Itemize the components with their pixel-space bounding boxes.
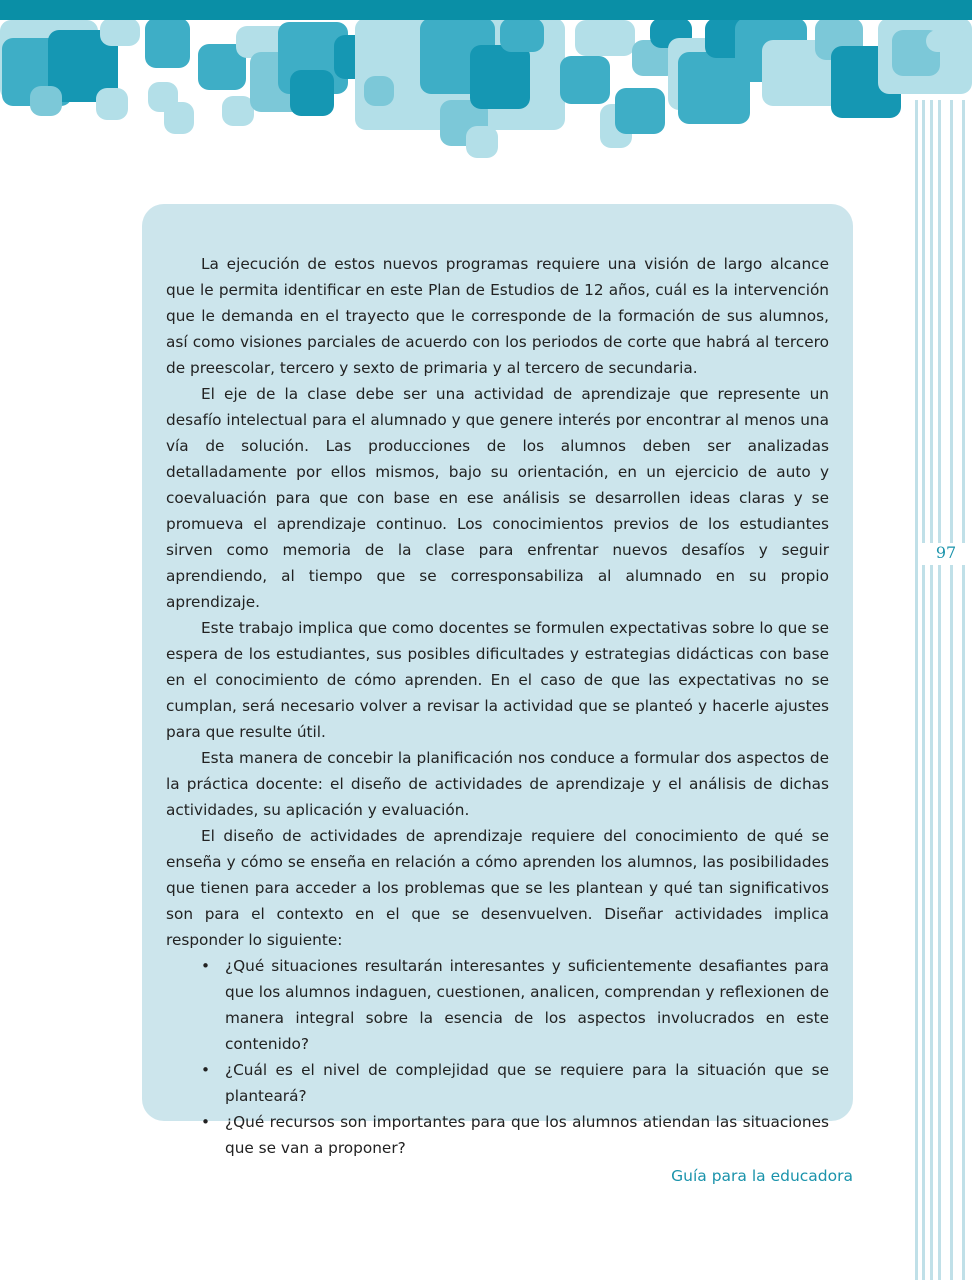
header-decoration [0,0,972,170]
paragraph: La ejecución de estos nuevos programas requiere una visión de largo alcance que le permita identificar en este Plan de Estudios de 12 años, cuál es la intervención que le demanda en el trayecto que le corresponde de la formación de sus alumnos, así como visiones parciales de acuerdo con los periodos de corte que habrá al tercero de preescolar, tercero y sexto de primaria y al tercero de secundaria. [166,255,829,377]
paragraph: Este trabajo implica que como docentes se formulen expectativas sobre lo que se espera de los estudiantes, sus posibles dificultades y estrategias didácticas con base en el conocimiento de cómo aprenden. En el caso de que las expectativas no se cumplan, será necesario volver a revisar la actividad que se planteó y hacerle ajustes para que resulte útil. [166,619,829,741]
paragraph: El diseño de actividades de aprendizaje requiere del conocimiento de qué se enseña y cómo se enseña en relación a cómo aprenden los alumnos, las posibilidades que tienen para acceder a los problemas que se les plantean y qué tan significativos son para el contexto en el que se desenvuelven. Diseñar actividades implica responder lo siguiente: [166,827,829,949]
page-number: 97 [920,543,972,565]
paragraph: Esta manera de concebir la planificación nos conduce a formular dos aspectos de la práctica docente: el diseño de actividades de aprendizaje y el análisis de dichas actividades, su aplicación y evaluación. [166,749,829,819]
question-list [166,953,829,1161]
paragraph: El eje de la clase debe ser una actividad de aprendizaje que represente un desafío intelectual para el alumnado y que genere interés por encontrar al menos una vía de solución. Las producciones de los alumnos deben ser analizadas detalladamente por ellos mismos, bajo su orientación, en un ejercicio de auto y coevaluación para que con base en ese análisis se desarrollen ideas claras y se promueva el aprendizaje continuo. Los conocimientos previos de los estudiantes sirven como memoria de la clase para enfrentar nuevos desafíos y seguir aprendiendo, al tiempo que se corresponsabiliza al alumnado en su propio aprendizaje. [166,385,829,611]
footer-title: Guía para la educadora [671,1167,853,1185]
body-text [166,251,829,1161]
list-item: • ¿Qué recursos son importantes para que los alumnos atiendan las situaciones que se van a proponer? [225,1109,829,1161]
content-box [142,204,853,1157]
list-item: • ¿Cuál es el nivel de complejidad que se requiere para la situación que se planteará? [225,1057,829,1109]
list-item: • ¿Qué situaciones resultarán interesantes y suficientemente desafiantes para que los alumnos indaguen, cuestionen, analicen, comprendan y reflexionen de manera integral sobre la esencia de los aspectos involucrados en este contenido? [225,953,829,1057]
top-band [0,0,972,20]
